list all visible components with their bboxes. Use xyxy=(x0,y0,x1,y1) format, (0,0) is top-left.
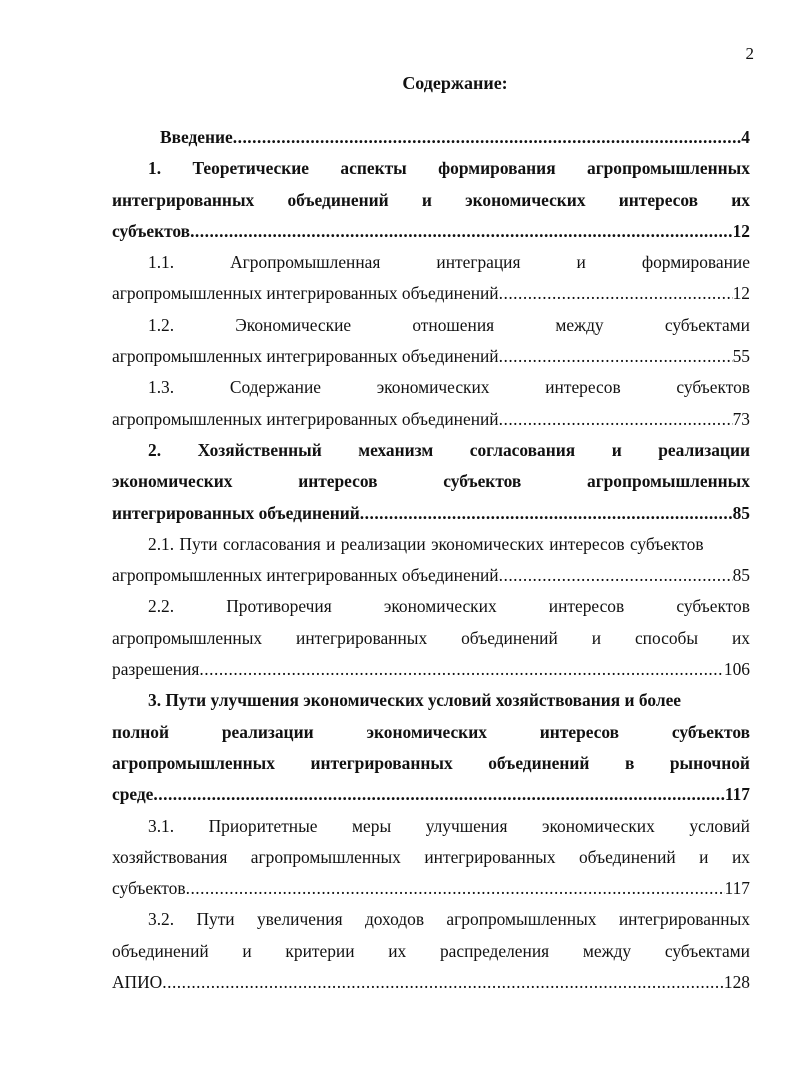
entry-page: 4 xyxy=(741,127,750,147)
toc-section-1-3-line-2[interactable]: агропромышленных интегрированных объединений ..... 73 xyxy=(112,404,750,435)
toc-section-3-1-line-1[interactable]: 3.1. Приоритетные меры улучшения экономических условий xyxy=(148,815,750,836)
toc-section-3-1-line-3[interactable]: субъектов ..... 117 xyxy=(112,873,750,904)
toc-chapter-1-line-3[interactable]: субъектов ..... 12 xyxy=(112,216,750,247)
toc-chapter-2-line-3[interactable]: интегрированных объединений ..... 85 xyxy=(112,498,750,529)
toc-chapter-3-line-4[interactable]: среде ..... 117 xyxy=(112,779,750,810)
table-of-contents xyxy=(112,122,750,998)
toc-section-1-1-line-1[interactable]: 1.1. Агропромышленная интеграция и формирование xyxy=(148,252,750,273)
toc-title: Содержание: xyxy=(402,73,508,93)
toc-section-1-3-line-1[interactable]: 1.3. Содержание экономических интересов субъектов xyxy=(148,377,750,398)
toc-section-3-2-line-3[interactable]: АПИО ..... 128 xyxy=(112,967,750,998)
toc-section-2-2-line-1[interactable]: 2.2. Противоречия экономических интересов субъектов xyxy=(148,596,750,617)
toc-section-2-1-line-1[interactable]: 2.1. Пути согласования и реализации экономических интересов субъектов xyxy=(148,533,704,554)
entry-title: Введение xyxy=(160,127,233,147)
toc-chapter-1-line-2[interactable]: интегрированных объединений и экономических интересов их xyxy=(112,189,750,210)
toc-section-2-1-line-2[interactable]: агропромышленных интегрированных объединений ..... 85 xyxy=(112,560,750,591)
toc-chapter-2-line-2[interactable]: экономических интересов субъектов агропромышленных xyxy=(112,471,750,492)
page-number: 2 xyxy=(745,44,754,63)
toc-section-3-2-line-1[interactable]: 3.2. Пути увеличения доходов агропромышленных интегрированных xyxy=(148,909,750,930)
toc-section-2-2-line-3[interactable]: разрешения ..... 106 xyxy=(112,654,750,685)
toc-chapter-3-line-3[interactable]: агропромышленных интегрированных объединений в рыночной xyxy=(112,752,750,773)
toc-chapter-3-line-1[interactable]: 3. Пути улучшения экономических условий хозяйствования и более xyxy=(148,690,682,711)
toc-chapter-3-line-2[interactable]: полной реализации экономических интересов субъектов xyxy=(112,721,750,742)
toc-section-3-2-line-2[interactable]: объединений и критерии их распределения между субъектами xyxy=(112,940,750,961)
toc-section-1-2-line-1[interactable]: 1.2. Экономические отношения между субъектами xyxy=(148,314,750,335)
toc-entry-introduction[interactable] xyxy=(112,122,750,153)
toc-chapter-1-line-1[interactable]: 1. Теоретические аспекты формирования агропромышленных xyxy=(148,158,750,179)
toc-section-3-1-line-2[interactable]: хозяйствования агропромышленных интегрированных объединений и их xyxy=(112,846,750,867)
toc-chapter-2-line-1[interactable]: 2. Хозяйственный механизм согласования и реализации xyxy=(148,439,750,460)
toc-section-1-1-line-2[interactable]: агропромышленных интегрированных объединений ..... 12 xyxy=(112,278,750,309)
toc-section-1-2-line-2[interactable]: агропромышленных интегрированных объединений ..... 55 xyxy=(112,341,750,372)
toc-section-2-2-line-2[interactable]: агропромышленных интегрированных объединений и способы их xyxy=(112,627,750,648)
